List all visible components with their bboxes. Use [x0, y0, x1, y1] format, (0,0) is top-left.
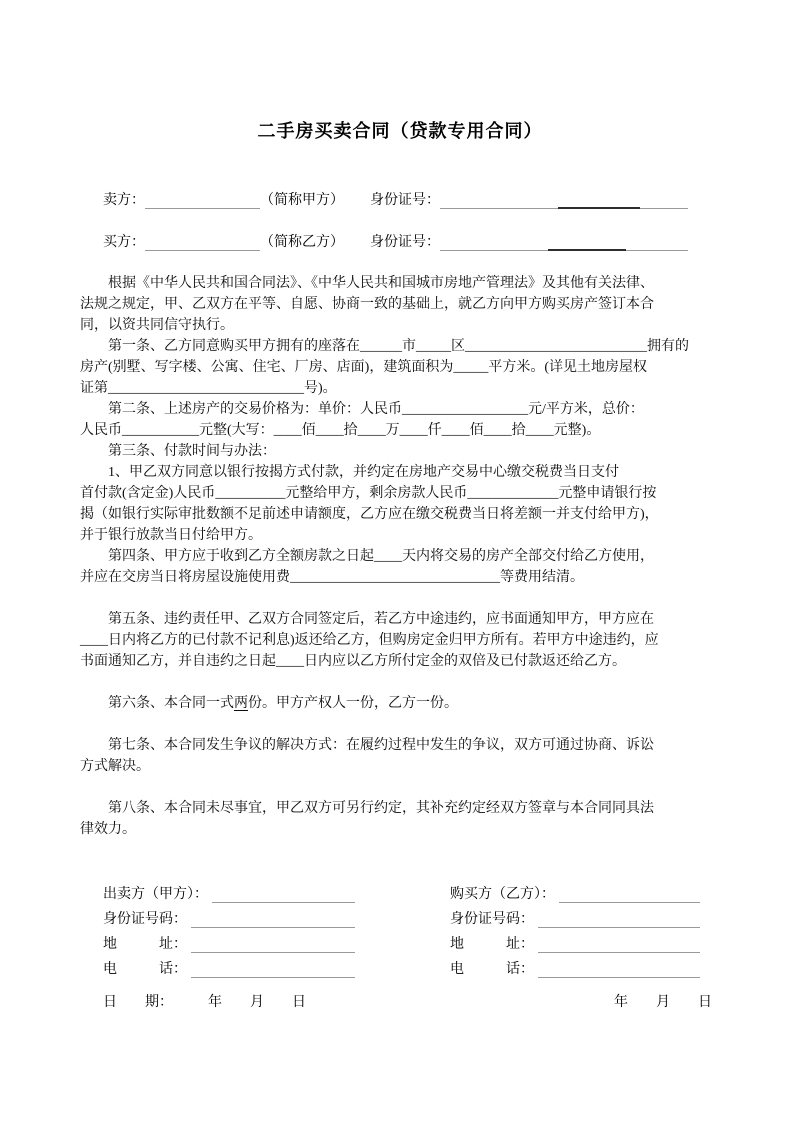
buyer-name-row: [450, 878, 700, 903]
buyer-sign-id-blank: [538, 912, 700, 928]
seller-id-row: [103, 903, 355, 928]
contract-line: 第三条、付款时间与办法：: [80, 444, 276, 459]
contract-line: 根据《中华人民共和国合同法》、《中华人民共和国城市房地产管理法》及其他有关法律、: [80, 276, 654, 291]
contract-line: 第八条、本合同未尽事宜，甲乙双方可另行约定，其补充约定经双方签章与本合同同具法: [80, 801, 654, 816]
buyer-signature-column: [450, 878, 700, 978]
seller-phone-row: [103, 953, 355, 978]
contract-line: 证第____________________________号)。: [80, 381, 337, 396]
page-title: 二手房买卖合同（贷款专用合同）: [257, 121, 543, 141]
buyer-label: 买方：: [103, 235, 145, 250]
clause-six-pre: 第六条、本合同一式: [80, 696, 234, 711]
contract-line: 并于银行放款当日付给甲方。: [80, 528, 262, 543]
contract-line: ____日内将乙方的已付款不记利息)返还给乙方，但购房定金归甲方所有。若甲方中途违约，应: [80, 633, 659, 648]
contract-line: 人民币___________元整(大写：____佰____拾____万____仟____佰____拾____元整)。: [80, 423, 601, 438]
seller-sign-id-label: 身份证号码：: [103, 912, 187, 927]
signature-section: [103, 878, 720, 978]
seller-sign-phone-blank: [191, 962, 355, 978]
clause-six-emphasis: 两: [234, 696, 248, 711]
seller-signature-column: [103, 878, 355, 978]
seller-id-label: 身份证号：: [370, 193, 440, 208]
seller-id-blank: [440, 193, 688, 209]
contract-line: 首付款(含定金)人民币__________元整给甲方，剩余房款人民币_____________元整申请银行按: [80, 486, 657, 501]
seller-label: 卖方：: [103, 193, 145, 208]
seller-date-line: 日 期： 年 月 日: [103, 995, 306, 1010]
buyer-id-row: [450, 903, 700, 928]
contract-line: 1、甲乙双方同意以银行按揭方式付款，并约定在房地产交易中心缴交税费当日支付: [80, 465, 619, 480]
seller-alias: （简称甲方）: [260, 193, 344, 208]
contract-line: 揭（如银行实际审批数额不足前述申请额度，乙方应在缴交税费当日将差额一并支付给甲方)，: [80, 507, 659, 522]
contract-line: 第二条、上述房产的交易价格为：单价：人民币__________________元/平方米，总价：: [80, 402, 644, 417]
buyer-address-row: [450, 928, 700, 953]
buyer-id-label: 身份证号：: [370, 235, 440, 250]
clause-six-post: 份。甲方产权人一份，乙方一份。: [248, 696, 458, 711]
buyer-sign-id-label: 身份证号码：: [450, 912, 534, 927]
blank-line: [80, 588, 720, 609]
seller-sign-name-blank: [212, 887, 355, 903]
buyer-sign-phone-blank: [538, 962, 700, 978]
buyer-sign-name-label: 购买方（乙方）：: [450, 887, 555, 902]
contract-line: 第五条、违约责任甲、乙双方合同签定后，若乙方中途违约，应书面通知甲方，甲方应在: [80, 612, 654, 627]
clause-six-line: [80, 693, 720, 714]
buyer-sign-name-blank: [559, 887, 700, 903]
contract-line: 同，以资共同信守执行。: [80, 318, 234, 333]
buyer-row: [103, 230, 720, 251]
buyer-alias: （简称乙方）: [260, 235, 344, 250]
buyer-name-blank: [145, 235, 260, 251]
seller-sign-address-label: 地 址：: [103, 937, 187, 952]
date-row: [103, 992, 720, 1013]
seller-address-row: [103, 928, 355, 953]
id-dark-segment: [548, 249, 626, 251]
blank-line: [80, 672, 720, 693]
contract-line: 律效力。: [80, 822, 136, 837]
blank-line: [80, 714, 720, 735]
seller-sign-id-blank: [191, 912, 355, 928]
buyer-sign-phone-label: 电 话：: [450, 962, 534, 977]
contract-line: 第七条、本合同发生争议的解决方式：在履约过程中发生的争议，双方可通过协商、诉讼: [80, 738, 654, 753]
contract-body: [80, 273, 720, 840]
contract-line: 并应在交房当日将房屋设施使用费______________________________等费用结清。: [80, 570, 584, 585]
contract-line: 房产(别墅、写字楼、公寓、住宅、厂房、店面)，建筑面积为_____平方米。(详见土地房屋权: [80, 360, 647, 375]
blank-line: [80, 777, 720, 798]
seller-name-row: [103, 878, 355, 903]
contract-line: 第一条、乙方同意购买甲方拥有的座落在______市_____区__________________________拥有的: [80, 339, 689, 354]
seller-sign-address-blank: [191, 937, 355, 953]
buyer-sign-address-label: 地 址：: [450, 937, 534, 952]
contract-line: 方式解决。: [80, 759, 150, 774]
contract-line: 书面通知乙方，并自违约之日起____日内应以乙方所付定金的双倍及已付款返还给乙方。: [80, 654, 626, 669]
buyer-phone-row: [450, 953, 700, 978]
id-dark-segment: [558, 207, 640, 209]
buyer-sign-address-blank: [538, 937, 700, 953]
contract-line: 第四条、甲方应于收到乙方全额房款之日起____天内将交易的房产全部交付给乙方使用，: [80, 549, 654, 564]
contract-line: 法规之规定，甲、乙双方在平等、自愿、协商一致的基础上，就乙方向甲方购买房产签订本合: [80, 297, 654, 312]
seller-sign-phone-label: 电 话：: [103, 962, 187, 977]
seller-row: [103, 188, 720, 209]
seller-sign-name-label: 出卖方（甲方）：: [103, 887, 208, 902]
buyer-id-blank: [440, 235, 688, 251]
buyer-date-line: 年 月 日: [614, 995, 712, 1010]
seller-name-blank: [145, 193, 260, 209]
